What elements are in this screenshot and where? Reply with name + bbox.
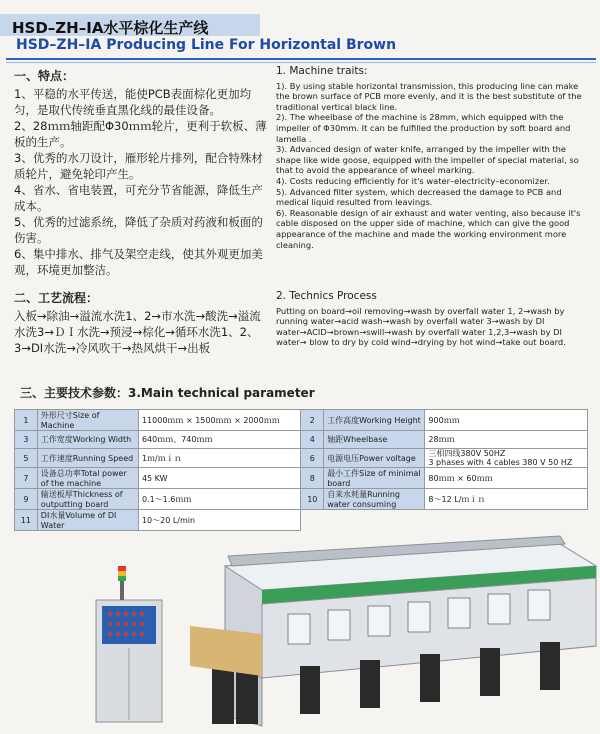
process-en-heading: 2. Technics Process bbox=[276, 290, 377, 302]
cell-value: 900ｍｍ bbox=[425, 410, 588, 431]
cell-num: 9 bbox=[15, 489, 38, 510]
divider-thin bbox=[6, 62, 596, 63]
cell-value: 45 KW bbox=[138, 468, 300, 489]
cell-label: 自来水耗量Running water consuming bbox=[324, 489, 425, 510]
cell-value: 1ｍ/ｍｉｎ bbox=[138, 449, 300, 468]
cell-label: DI水量Volume of DI Water bbox=[37, 510, 138, 531]
features-en-heading: 1. Machine traits: bbox=[276, 65, 368, 77]
cell-value: 28ｍｍ bbox=[425, 431, 588, 449]
process-en-text: Putting on board→oil removing→wash by overfall water 1, 2→wash by running water→acid wash→wash by overfall water 3→wash by DI water→ACID→brown→swill→wash by overfall water 1,2,3→wash by DI water→ blow to dry by cold wind→drying by hot wind→take out board. bbox=[276, 305, 566, 348]
table-row bbox=[15, 410, 588, 431]
features-cn-item: 1、平稳的水平传送，能使PCB表面棕化更加均匀，是取代传统垂直黑化线的最佳设备。 bbox=[14, 87, 252, 117]
cell-label: 轴距Wheelbase bbox=[324, 431, 425, 449]
table-row bbox=[15, 489, 588, 510]
cell-num: 6 bbox=[301, 449, 324, 468]
process-en bbox=[276, 291, 588, 348]
features-cn-item: 5、优秀的过滤系统，降低了杂质对药液和板面的伤害。 bbox=[14, 215, 263, 245]
features-en bbox=[276, 66, 588, 250]
features-cn-item: 6、集中排水、排气及架空走线，使其外观更加美观，环境更加整洁。 bbox=[14, 247, 263, 277]
cell-value: 80ｍｍ × 60ｍｍ bbox=[425, 468, 588, 489]
machine-illustration bbox=[0, 526, 600, 734]
cell-value: 8～12 L/ｍｉｎ bbox=[425, 489, 588, 510]
machine-body bbox=[190, 536, 596, 726]
cell-num: 2 bbox=[301, 410, 324, 431]
table-row bbox=[15, 468, 588, 489]
features-en-item: 3). Advanced design of water knife, arranged by the impeller with the shape like wide goose, equipped with the impeller of special material, so that to avoid the appearance of wheel marking. bbox=[276, 144, 579, 176]
cell-value: 11000ｍｍ × 1500ｍｍ × 2000ｍｍ bbox=[138, 410, 300, 431]
features-en-item: 2). The wheelbase of the machine is 28mm, which equipped with the impeller of Φ30mm. It can be fulfilled the production by soft board and lamella . bbox=[276, 112, 571, 144]
cell-label: 工作高度Working Height bbox=[324, 410, 425, 431]
cell-value: 0.1～1.6ｍｍ bbox=[138, 489, 300, 510]
process-cn-heading: 二、工艺流程： bbox=[14, 291, 99, 305]
cell-num: 11 bbox=[15, 510, 38, 531]
cell-label: 输送板厚Thickness of outputting board bbox=[37, 489, 138, 510]
features-en-item: 5). Advanced filter system, which decreased the damage to PCB and medical liquid resulted from leavings. bbox=[276, 186, 562, 208]
features-cn-item: 4、省水、省电装置，可充分节省能源，降低生产成本。 bbox=[14, 183, 263, 213]
cell-label: 最小工件Size of minimal board bbox=[324, 468, 425, 489]
table-row bbox=[15, 431, 588, 449]
features-cn-heading: 一、特点： bbox=[14, 69, 75, 83]
title-banner bbox=[0, 14, 260, 36]
cell-num: 3 bbox=[15, 431, 38, 449]
cell-num: 7 bbox=[15, 468, 38, 489]
features-cn bbox=[14, 68, 272, 278]
cell-num: 4 bbox=[301, 431, 324, 449]
features-en-item: 6). Reasonable design of air exhaust and water venting, also because it's cable disposed on the upper side of machine, which can give the good appearance of the machine and made the working environment more cleaning. bbox=[276, 207, 581, 250]
process-cn bbox=[14, 290, 272, 356]
cell-value: 三相四线380V 50HZ 3 phases with 4 cables 380 V 50 HZ bbox=[425, 449, 588, 468]
process-cn-text: 入板→除油→溢流水洗1、2→市水洗→酸洗→溢流水洗3→ＤＩ水洗→预浸→棕化→循环水洗1、2、3→DI水洗→冷风吹干→热风烘干→出板 bbox=[14, 309, 261, 355]
cell-label: 工作宽度Working Width bbox=[37, 431, 138, 449]
cell-label: 电源电压Power voltage bbox=[324, 449, 425, 468]
table-row bbox=[15, 449, 588, 468]
title-en: HSD–ZH–IA Producing Line For Horizontal Brown bbox=[16, 37, 397, 53]
features-cn-item: 2、28ｍｍ轴距配Φ30ｍｍ轮片，更利于软板、薄板的生产。 bbox=[14, 119, 267, 149]
cell-num: 10 bbox=[301, 489, 324, 510]
cell-label: 外形尺寸Size of Machine bbox=[37, 410, 138, 431]
cell-value: 10～20 L/min bbox=[138, 510, 300, 531]
cell-num: 5 bbox=[15, 449, 38, 468]
specs-heading: 三、主要技术参数：3.Main technical parameter bbox=[20, 386, 315, 400]
cell-label: 工作速度Running Speed bbox=[37, 449, 138, 468]
divider bbox=[6, 58, 596, 60]
title-cn: HSD–ZH–IA水平棕化生产线 bbox=[12, 19, 209, 37]
specs-table bbox=[14, 409, 588, 531]
cell-num: 1 bbox=[15, 410, 38, 431]
cell-num: 8 bbox=[301, 468, 324, 489]
cell-value: 640ｍｍ、740ｍｍ bbox=[138, 431, 300, 449]
cell-label: 设备总功率Total power of the machine bbox=[37, 468, 138, 489]
features-cn-item: 3、优秀的水刀设计，雁形轮片排列，配合特殊材质轮片，避免轮印产生。 bbox=[14, 151, 263, 181]
features-en-item: 4). Costs reducing efficiently for it's water–electricity–economizer. bbox=[276, 175, 550, 186]
control-cabinet bbox=[96, 566, 162, 722]
features-en-item: 1). By using stable horizontal transmission, this producing line can make the brown surface of PCB more evenly, and it is the best substitute of the traditional vertical black line. bbox=[276, 80, 582, 112]
